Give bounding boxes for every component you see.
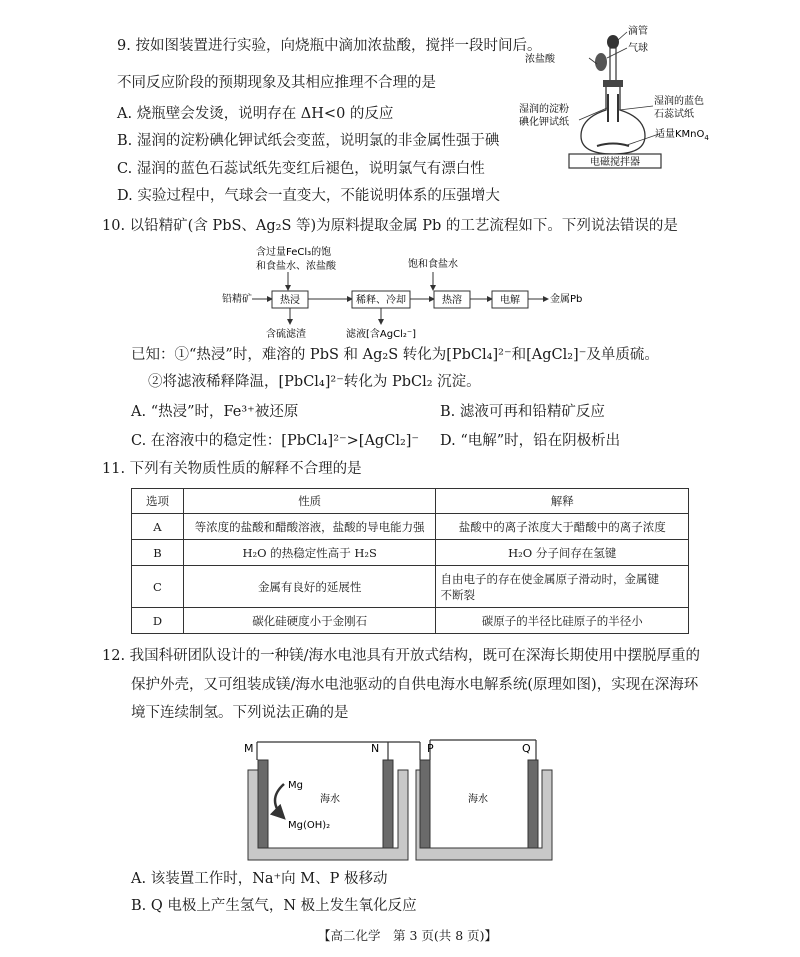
q9-option-d: D. 实验过程中，气球会一直变大，不能说明体系的压强增大 <box>117 188 500 204</box>
stirrer-label: 电磁搅拌器 <box>590 157 640 168</box>
q12-option-b: B. Q 电极上产生氢气，N 极上发生氧化反应 <box>131 898 417 914</box>
flow-reagent-1b: 和食盐水、浓盐酸 <box>256 261 336 272</box>
q9-stem: 9. 按如图装置进行实验，向烧瓶中滴加浓盐酸，搅拌一段时间后。 <box>117 38 542 54</box>
flow-step-1-label: 热浸 <box>280 295 300 306</box>
q12-line-2: 保护外壳，又可组装成镁/海水电池驱动的自供电海水电解系统(原理如图)，实现在深海环 <box>131 677 699 693</box>
seawater-right-label: 海水 <box>468 794 488 805</box>
row-c-explanation <box>436 566 689 608</box>
table-header-row <box>132 489 689 514</box>
table-row <box>132 566 689 608</box>
litmus-label-2: 石蕊试纸 <box>654 109 694 120</box>
conc-hcl-label: 浓盐酸 <box>525 54 555 65</box>
row-b-option: B <box>132 540 184 566</box>
row-c-explanation-line-1: 自由电子的存在使金属原子滑动时，金属键 <box>440 571 659 586</box>
dropper-tube <box>610 48 616 84</box>
q10-option-b: B. 滤液可再和铅精矿反应 <box>440 404 605 420</box>
row-a-option: A <box>132 514 184 540</box>
flow-step-4-label: 电解 <box>500 295 520 306</box>
q11-stem: 11. 下列有关物质性质的解释不合理的是 <box>102 461 362 477</box>
stopper <box>603 80 623 87</box>
row-c-property: 金属有良好的延展性 <box>183 566 436 608</box>
flow-reagent-2: 饱和食盐水 <box>408 259 458 270</box>
q10-known-2: ②将滤液稀释降温，[PbCl₄]²⁻转化为 PbCl₂ 沉淀。 <box>148 374 481 390</box>
row-c-option: C <box>132 566 184 608</box>
table-row <box>132 514 689 540</box>
q11-table <box>131 488 689 634</box>
q10-option-d: D. “电解”时，铅在阴极析出 <box>440 433 621 449</box>
q10-process-flow <box>200 244 620 344</box>
row-d-option: D <box>132 608 184 634</box>
row-b-property: H₂O 的热稳定性高于 H₂S <box>183 540 436 566</box>
page-footer: 【高二化学 第 3 页(共 8 页)】 <box>318 928 498 943</box>
table-row <box>132 540 689 566</box>
seawater-left-label: 海水 <box>320 794 340 805</box>
dropper-label: 滴管 <box>628 26 648 37</box>
electrode-q <box>528 760 538 848</box>
mg-label: Mg <box>288 780 303 791</box>
mg-reaction-arrow <box>275 784 284 818</box>
electrode-n-label: N <box>371 742 380 755</box>
row-a-property: 等浓度的盐酸和醋酸溶液，盐酸的导电能力强 <box>183 514 436 540</box>
q12-cell-diagram <box>240 730 570 870</box>
q9-apparatus-diagram <box>515 14 709 168</box>
row-b-explanation: H₂O 分子间存在氢键 <box>436 540 689 566</box>
flow-step-2-label: 稀释、冷却 <box>356 295 406 306</box>
balloon-label: 气球 <box>628 43 648 54</box>
flow-output: 金属Pb <box>550 294 583 305</box>
electrode-m-label: M <box>244 742 254 755</box>
header-explanation: 解释 <box>436 489 689 514</box>
dropper-bulb <box>607 35 619 49</box>
balloon-icon <box>595 53 607 71</box>
q10-known-1: 已知：①“热浸”时，难溶的 PbS 和 Ag₂S 转化为[PbCl₄]²⁻和[AgCl₂]⁻及单质硫。 <box>131 347 659 363</box>
q10-option-c: C. 在溶液中的稳定性：[PbCl₄]²⁻>[AgCl₂]⁻ <box>131 433 420 449</box>
electrode-n <box>383 760 393 848</box>
q12-line-1: 12. 我国科研团队设计的一种镁/海水电池具有开放式结构，既可在深海长期使用中摆脱厚重的 <box>102 648 701 664</box>
flow-filtrate: 滤液[含AgCl₂⁻] <box>346 329 417 340</box>
row-d-property: 碳化硅硬度小于金刚石 <box>183 608 436 634</box>
header-option: 选项 <box>132 489 184 514</box>
q9-option-a: A. 烧瓶壁会发烫，说明存在 ΔH<0 的反应 <box>117 106 394 122</box>
electrode-p <box>420 760 430 848</box>
q10-stem: 10. 以铅精矿(含 PbS、Ag₂S 等)为原料提取金属 Pb 的工艺流程如下。下列说法错误的是 <box>102 218 678 234</box>
electrode-p-label: P <box>427 742 434 755</box>
ki-paper-label-2: 碘化钾试纸 <box>519 117 569 128</box>
electrode-m <box>258 760 268 848</box>
q9-option-c: C. 湿润的蓝色石蕊试纸先变红后褪色，说明氯气有漂白性 <box>117 161 485 177</box>
q9-stem-2: 不同反应阶段的预期现象及其相应推理不合理的是 <box>117 75 436 91</box>
electrode-q-label: Q <box>522 742 531 755</box>
ki-paper-label-1: 湿润的淀粉 <box>519 104 569 115</box>
q9-option-b: B. 湿润的淀粉碘化钾试纸会变蓝，说明氯的非金属性强于碘 <box>117 133 500 149</box>
q12-line-3: 境下连续制氢。下列说法正确的是 <box>131 705 349 721</box>
row-a-explanation: 盐酸中的离子浓度大于醋酸中的离子浓度 <box>436 514 689 540</box>
flow-residue: 含硫滤渣 <box>266 329 306 340</box>
mgoh2-label: Mg(OH)₂ <box>288 820 331 831</box>
q10-option-a: A. “热浸”时，Fe³⁺被还原 <box>131 404 299 420</box>
litmus-label-1: 湿润的蓝色 <box>654 96 704 107</box>
kmno4-label: 适量KMnO$_4$ <box>655 129 709 142</box>
q12-option-a: A. 该装置工作时，Na⁺向 M、P 极移动 <box>131 871 388 887</box>
flow-input: 铅精矿 <box>222 294 252 305</box>
row-d-explanation: 碳原子的半径比硅原子的半径小 <box>436 608 689 634</box>
table-row <box>132 608 689 634</box>
row-c-explanation-line-2: 不断裂 <box>440 587 475 602</box>
flow-step-3-label: 热溶 <box>442 295 462 306</box>
header-property: 性质 <box>183 489 436 514</box>
flow-reagent-1a: 含过量FeCl₃的饱 <box>256 247 332 258</box>
